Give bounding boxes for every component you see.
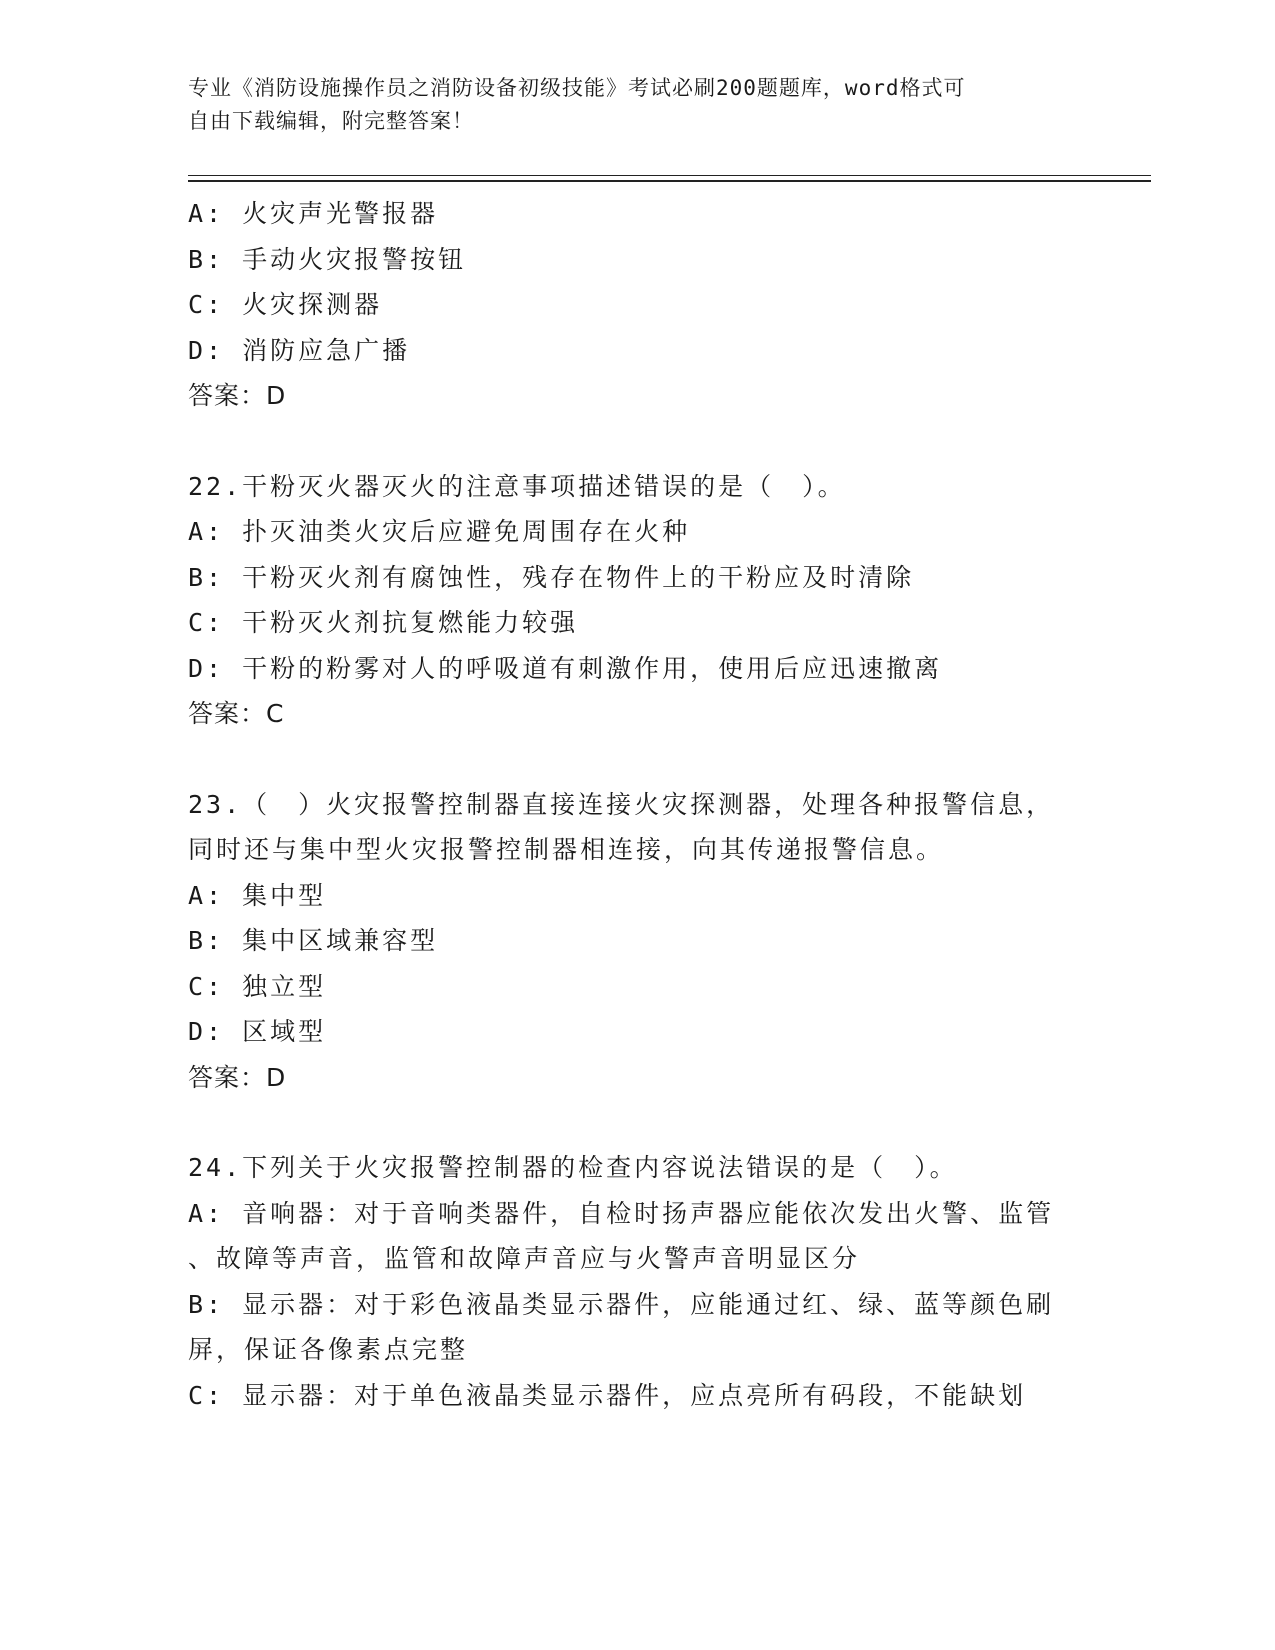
option-a-line-2: 、故障等声音，监管和故障声音应与火警声音明显区分	[188, 1244, 861, 1273]
option-c: C: 独立型	[188, 971, 327, 1001]
option-c: C: 干粉灭火剂抗复燃能力较强	[188, 608, 579, 637]
answer: 答案：C	[188, 699, 285, 728]
header-divider-thin	[188, 175, 1151, 176]
question-stem-line-1: 23.（ ）火灾报警控制器直接连接火灾探测器，处理各种报警信息，	[188, 789, 1055, 819]
question-stem: 22.干粉灭火器灭火的注意事项描述错误的是（ ）。	[188, 471, 846, 501]
question-22	[188, 464, 1088, 737]
question-stem: 24.下列关于火灾报警控制器的检查内容说法错误的是（ ）。	[188, 1153, 958, 1182]
spacer	[188, 1100, 1088, 1145]
question-list	[188, 191, 1088, 1418]
document-header	[188, 72, 1068, 138]
spacer	[188, 419, 1088, 464]
question-23	[188, 782, 1088, 1101]
question-24	[188, 1145, 1088, 1418]
option-d: D: 消防应急广播	[188, 335, 411, 365]
option-d: D: 干粉的粉雾对人的呼吸道有刺激作用，使用后应迅速撤离	[188, 653, 943, 683]
option-a: A: 集中型	[188, 880, 327, 910]
answer: 答案：D	[188, 1062, 287, 1092]
option-b: B: 手动火灾报警按钮	[188, 244, 467, 274]
option-b-line-1: B: 显示器：对于彩色液晶类显示器件，应能通过红、绿、蓝等颜色刷	[188, 1289, 1055, 1319]
answer: 答案：D	[188, 381, 287, 410]
option-c: C: 火灾探测器	[188, 290, 383, 319]
option-a-line-1: A: 音响器：对于音响类器件，自检时扬声器应能依次发出火警、监管	[188, 1198, 1055, 1228]
option-b-line-2: 屏，保证各像素点完整	[188, 1335, 469, 1364]
option-b: B: 集中区域兼容型	[188, 926, 439, 955]
option-d: D: 区域型	[188, 1017, 327, 1046]
header-divider-thick	[188, 180, 1151, 182]
option-a: A: 火灾声光警报器	[188, 199, 439, 228]
header-line-1: 专业《消防设施操作员之消防设备初级技能》考试必刷200题题库，word格式可	[188, 76, 966, 100]
header-line-2: 自由下载编辑，附完整答案！	[188, 109, 474, 133]
option-a: A: 扑灭油类火灾后应避免周围存在火种	[188, 517, 691, 546]
option-b: B: 干粉灭火剂有腐蚀性，残存在物件上的干粉应及时清除	[188, 562, 915, 592]
spacer	[188, 737, 1088, 782]
question-stem-line-2: 同时还与集中型火灾报警控制器相连接，向其传递报警信息。	[188, 835, 945, 864]
question-21	[188, 191, 1088, 419]
option-c: C: 显示器：对于单色液晶类显示器件，应点亮所有码段，不能缺划	[188, 1380, 1027, 1410]
